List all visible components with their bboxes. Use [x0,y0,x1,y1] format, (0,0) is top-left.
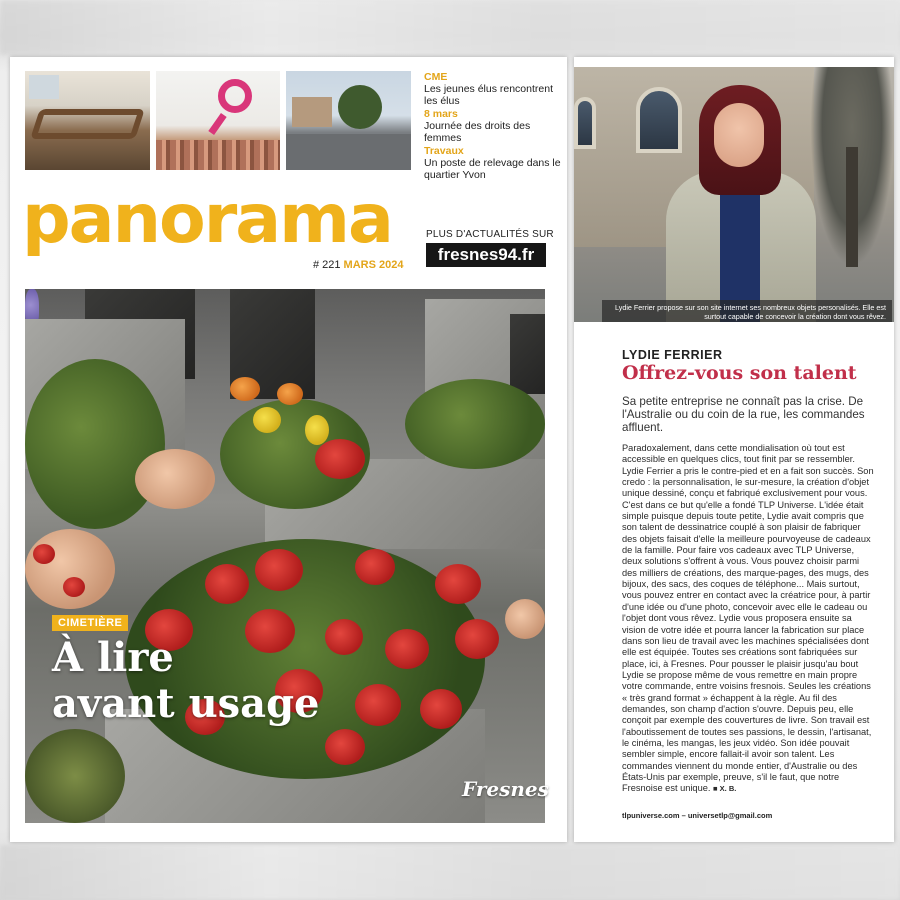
flower [25,529,115,609]
rose-flower [325,729,365,765]
background-blur-bottom [0,845,900,900]
issue-number: # 221 [313,259,341,271]
article-body-text: Paradoxalement, dans cette mondialisation où tout est accessible en quelques clics, tout finit par se ressembler. Lydie Ferrier a pris le contre-pied et en a fait son succès. Son credo : la personnalisation, le sur-mesure, la création d'objet unique dessiné, conçu et fabriqué exclusivement pour vous. C'est dans ce but qu'elle a fondé TLP Universe. L'idée était simple puisque depuis toute petite, Lydie avait compris que son talent de dessinatrice couplé à son plaisir de fabriquer des objets faisait d'elle la meilleure pourvoyeuse de cadeaux de la famille. Pour faire vos cadeaux avec TLP Universe, deux solutions s'offrent à vous. Vous pouvez choisir parmi des milliers de créations, des marque-pages, des mugs, des bijoux, des sacs, des coques de téléphone... Mais surtout, vous pouvez entrer en contact avec la créatrice pour, à partir d'une idée ou d'une photo, concevoir avec elle le cadeau ou l'objet dont vous rêvez. Lydie vous proposera ensuite sa vision de votre idée et pourra lancer la fabrication sur place dans son lieu de travail avec les machines spécialisées dont elle est équipée. Toutes ses créations sont fabriquées sur place, ici, à Fresnes. Pour pousser le plaisir jusqu'au bout Lydie se propose même de vous remettre en main propre votre commande, entre voisins fresnois. Seules les créations « très grand format » échappent à la règle. Au fil des demandes, son champ d'action s'ouvre. Depuis peu, elle conçoit par exemple des couvertures de livre. Son travail est l'aboutissement de toutes ses passions, le dessin, l'artisanat, le cinéma, les mangas, les jeux vidéo. Son idée pouvait sembler simple, encore fallait-il avoir son talent. Les commandes viennent du monde entier, d'Australie ou des États-Unis par exemple, preuve, s'il le faut, que notre Fresnoise est unique. [622,443,874,794]
news-summary-list [424,71,564,182]
photo-arched-window [574,97,596,149]
news-item[interactable] [424,71,564,107]
cover-headline [52,635,432,727]
venus-symbol-icon [218,79,252,113]
gravestone [510,314,545,394]
photo-tree-trunk [846,147,858,267]
news-kicker: CME [424,71,448,83]
flower [253,407,281,433]
thumbnail-womens-day [156,71,280,170]
flower [63,577,85,597]
foliage [405,379,545,469]
thumb-tree [338,85,382,129]
news-item[interactable] [424,145,564,181]
flower [505,599,545,639]
headline-line-1: À lire [52,634,174,681]
flower [33,544,55,564]
flower [305,415,329,445]
news-text: Un poste de relevage dans le quartier Yvon [424,157,561,181]
photo-caption: Lydie Ferrier propose sur son site internet ses nombreux objets personalisés. Elle est surtout capable de concevoir la création dont vous rêvez. [602,300,892,322]
issue-info [313,259,403,271]
article-body [622,443,874,795]
portrait-photo [574,67,894,322]
thumb-window [29,75,59,99]
news-kicker: Travaux [424,145,464,157]
article-page [574,57,894,842]
rose-flower [255,549,303,591]
news-kicker: 8 mars [424,108,458,120]
venus-symbol-stem [208,113,226,135]
background-blur-top [0,0,900,55]
flower [315,439,365,479]
news-text: Journée des droits des femmes [424,120,531,144]
thumb-raised-hands [156,140,280,170]
rose-flower [435,564,481,604]
contact-line[interactable]: tlpuniverse.com – universetlp@gmail.com [622,811,773,820]
more-news-label: PLUS D'ACTUALITÉS SUR [426,229,554,240]
thumb-house [292,97,332,127]
thumbnail-street-works [286,71,411,170]
news-item[interactable] [424,108,564,144]
flower [230,377,260,401]
article-title: Offrez-vous son talent [622,362,857,384]
rose-flower [205,564,249,604]
flower [135,449,215,509]
rose-flower [455,619,499,659]
thumb-road [286,134,411,170]
headline-line-2: avant usage [52,680,320,727]
thumbnail-council-meeting [25,71,150,170]
thumb-table [30,109,145,139]
cemetery-cover-photo [25,289,545,823]
article-kicker: LYDIE FERRIER [622,348,723,362]
photo-person-face [714,103,764,167]
masthead-title: panorama [22,180,392,259]
fresnes-logo: Fresnes [462,777,549,801]
foliage [25,359,165,529]
article-signature: ■ X. B. [713,784,737,794]
article-lead: Sa petite entreprise ne connaît pas la crise. De l'Australie ou du coin de la rue, les commandes affluent. [622,395,865,434]
category-tag: CIMETIÈRE [52,615,128,631]
photo-arched-window [636,87,682,153]
issue-month: MARS 2024 [343,259,404,271]
rose-flower [355,549,395,585]
news-text: Les jeunes élus rencontrent les élus [424,83,553,107]
grass [25,729,125,823]
magazine-cover-page [10,57,567,842]
flower [277,383,303,405]
website-link[interactable]: fresnes94.fr [426,243,546,267]
